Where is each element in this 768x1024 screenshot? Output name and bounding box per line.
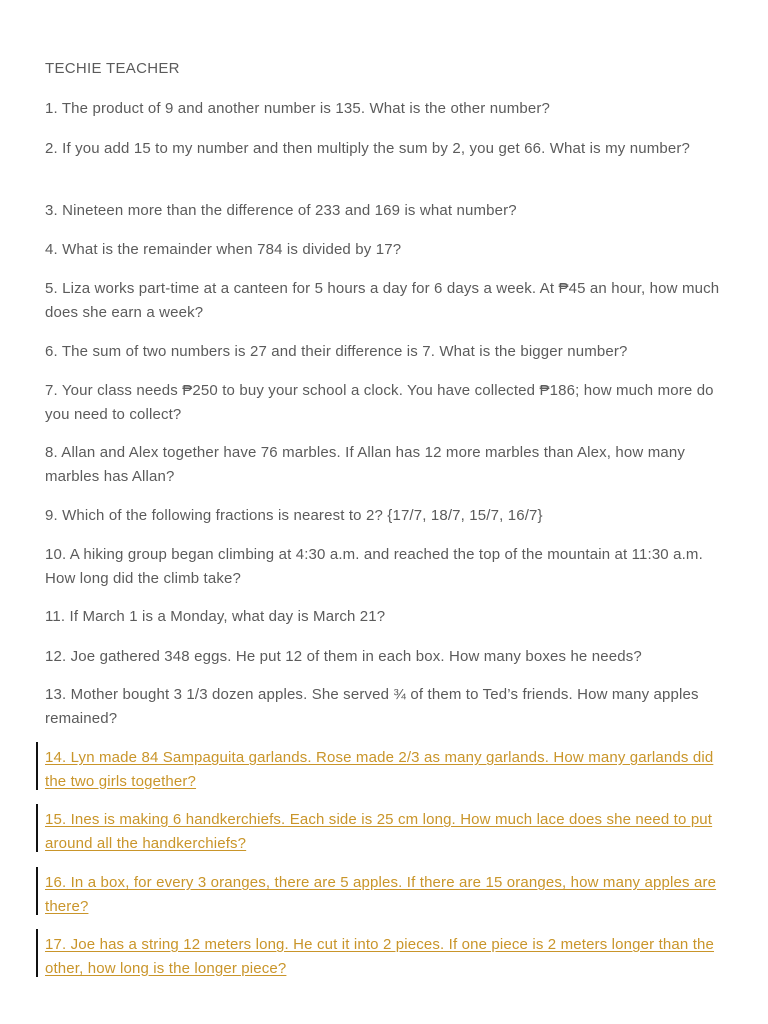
question-5: 5. Liza works part-time at a canteen for 5 hours a day for 6 days a week. At ₱45 an hour, how much does she earn a week?: [45, 280, 720, 321]
question-3: 3. Nineteen more than the difference of 233 and 169 is what number?: [45, 202, 517, 219]
question-7: 7. Your class needs ₱250 to buy your school a clock. You have collected ₱186; how much more do you need to collect?: [45, 382, 714, 423]
question-15: 15. Ines is making 6 handkerchiefs. Each side is 25 cm long. How much lace does she need to put around all the handkerchiefs?: [45, 811, 713, 852]
question-16: 16. In a box, for every 3 oranges, there are 5 apples. If there are 15 oranges, how many apples are there?: [45, 874, 717, 915]
document-heading: TECHIE TEACHER: [45, 60, 180, 77]
question-6: 6. The sum of two numbers is 27 and their difference is 7. What is the bigger number?: [45, 343, 628, 360]
tracked-change-bar: [36, 742, 38, 790]
question-13: 13. Mother bought 3 1/3 dozen apples. She served ¾ of them to Ted’s friends. How many apples remained?: [45, 686, 699, 727]
question-17: 17. Joe has a string 12 meters long. He cut it into 2 pieces. If one piece is 2 meters longer than the other, how long is the longer piece?: [45, 936, 715, 977]
question-9: 9. Which of the following fractions is nearest to 2? {17/7, 18/7, 15/7, 16/7}: [45, 507, 543, 524]
question-12: 12. Joe gathered 348 eggs. He put 12 of them in each box. How many boxes he needs?: [45, 648, 642, 665]
question-11: 11. If March 1 is a Monday, what day is March 21?: [45, 608, 386, 625]
tracked-change-bar: [36, 867, 38, 915]
question-14: 14. Lyn made 84 Sampaguita garlands. Rose made 2/3 as many garlands. How many garlands did the two girls together?: [45, 749, 714, 790]
question-2: 2. If you add 15 to my number and then multiply the sum by 2, you get 66. What is my number?: [45, 140, 690, 157]
question-8: 8. Allan and Alex together have 76 marbles. If Allan has 12 more marbles than Alex, how many marbles has Allan?: [45, 444, 685, 485]
question-4: 4. What is the remainder when 784 is divided by 17?: [45, 241, 402, 258]
question-10: 10. A hiking group began climbing at 4:30 a.m. and reached the top of the mountain at 11:30 a.m. How long did the climb take?: [45, 546, 703, 587]
tracked-change-bar: [36, 804, 38, 852]
question-1: 1. The product of 9 and another number is 135. What is the other number?: [45, 100, 550, 117]
tracked-change-bar: [36, 929, 38, 977]
